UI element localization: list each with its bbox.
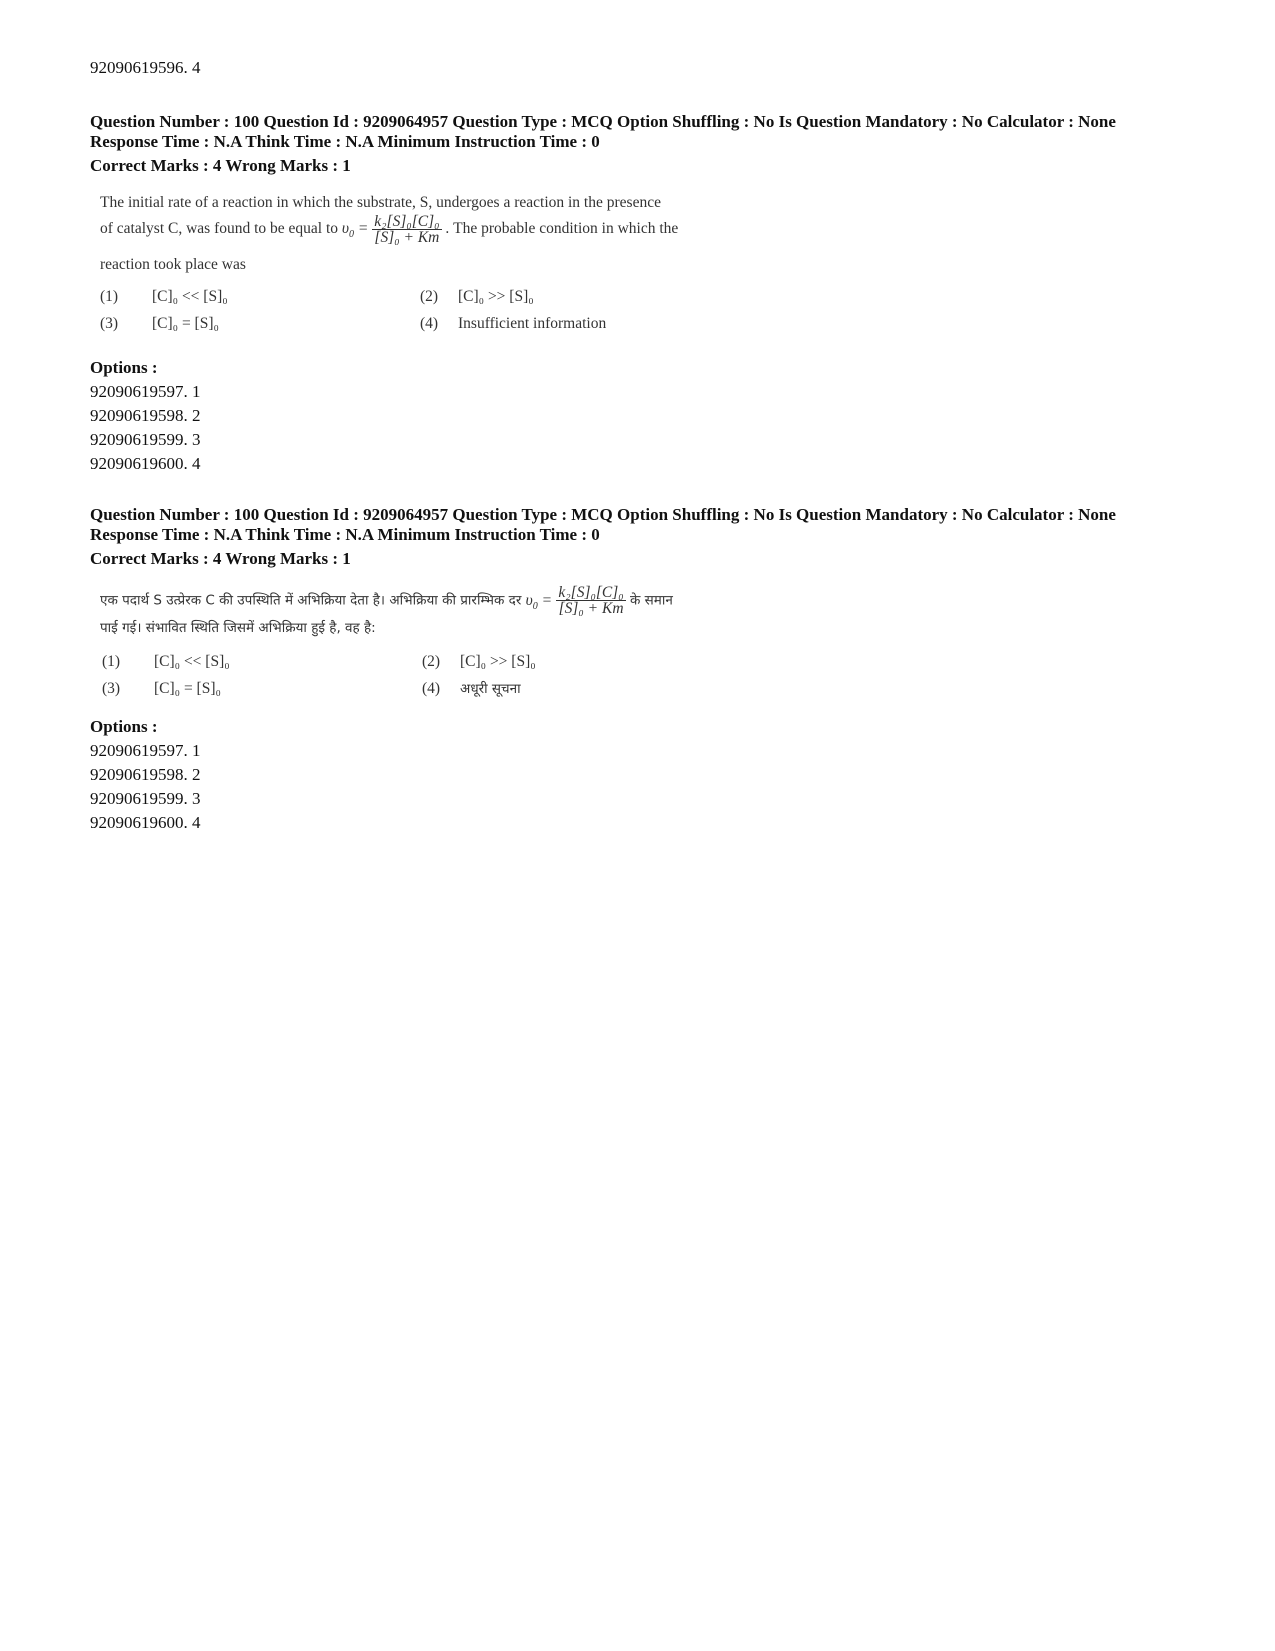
choice-4: (4) अधूरी सूचना	[422, 680, 521, 697]
choice-4: (4) Insufficient information	[420, 315, 607, 332]
option-item: 92090619597. 1	[90, 741, 201, 760]
formula-lhs: $\upsilon_0$ =	[341, 220, 369, 241]
question-timing: Response Time : N.A Think Time : N.A Minimum Instruction Time : 0	[90, 132, 600, 151]
option-item: 92090619599. 3	[90, 430, 201, 449]
question-block-hindi	[90, 505, 1116, 832]
option-item: 92090619599. 3	[90, 789, 201, 808]
formula-numerator: k₂[S]₀[C]₀	[558, 584, 624, 601]
formula-denominator: [S]₀ + Km	[374, 229, 440, 246]
question-timing: Response Time : N.A Think Time : N.A Minimum Instruction Time : 0	[90, 525, 600, 544]
question-text-line-1: The initial rate of a reaction in which the substrate, S, undergoes a reaction in the presence	[100, 194, 661, 211]
question-image-hindi	[100, 575, 800, 705]
options-list	[90, 715, 201, 835]
options-label: Options :	[90, 717, 158, 736]
option-item: 92090619598. 2	[90, 765, 201, 784]
formula-lhs: $\upsilon_0$ =	[525, 591, 553, 612]
option-item: 92090619598. 2	[90, 406, 201, 425]
option-item: 92090619600. 4	[90, 454, 201, 473]
choice-1: (1) [C]₀ << [S]₀	[100, 288, 228, 305]
option-item: 92090619600. 4	[90, 813, 201, 832]
question-header: Question Number : 100 Question Id : 9209064957 Question Type : MCQ Option Shuffling : No Is Question Mandatory : No Calculator : None	[90, 505, 1116, 524]
choice-3: (3) [C]₀ = [S]₀	[102, 680, 221, 697]
question-text-line-1a: एक पदार्थ S उत्प्रेरक C की उपस्थिति में अभिक्रिया देता है। अभिक्रिया की प्रारम्भिक दर	[100, 592, 522, 609]
choice-1: (1) [C]₀ << [S]₀	[102, 653, 230, 670]
question-text-line-2a: of catalyst C, was found to be equal to	[100, 220, 339, 238]
rate-formula	[556, 585, 625, 616]
formula-denominator: [S]₀ + Km	[558, 600, 624, 617]
question-text-line-3: reaction took place was	[100, 256, 246, 273]
question-block-english	[90, 112, 1116, 473]
formula-numerator: k₂[S]₀[C]₀	[374, 213, 440, 230]
options-label: Options :	[90, 358, 158, 377]
question-text-line-2b: . The probable condition in which the	[445, 220, 679, 238]
options-list	[90, 356, 201, 476]
question-marks: Correct Marks : 4 Wrong Marks : 1	[90, 156, 351, 175]
question-text-line-1b: के समान	[629, 592, 673, 609]
choice-2: (2) [C]₀ >> [S]₀	[420, 288, 534, 305]
question-text-line-2: पाई गई। संभावित स्थिति जिसमें अभिक्रिया हुई है, वह है:	[100, 620, 376, 636]
question-marks: Correct Marks : 4 Wrong Marks : 1	[90, 549, 351, 568]
question-text-line-2	[100, 214, 678, 245]
previous-option-line: 92090619596. 4	[90, 58, 201, 77]
choice-2: (2) [C]₀ >> [S]₀	[422, 653, 536, 670]
question-text-line-1	[100, 585, 673, 616]
question-image-english	[100, 190, 800, 340]
rate-formula	[372, 214, 441, 245]
choice-3: (3) [C]₀ = [S]₀	[100, 315, 219, 332]
question-header: Question Number : 100 Question Id : 9209064957 Question Type : MCQ Option Shuffling : No Is Question Mandatory : No Calculator : None	[90, 112, 1116, 131]
option-item: 92090619597. 1	[90, 382, 201, 401]
